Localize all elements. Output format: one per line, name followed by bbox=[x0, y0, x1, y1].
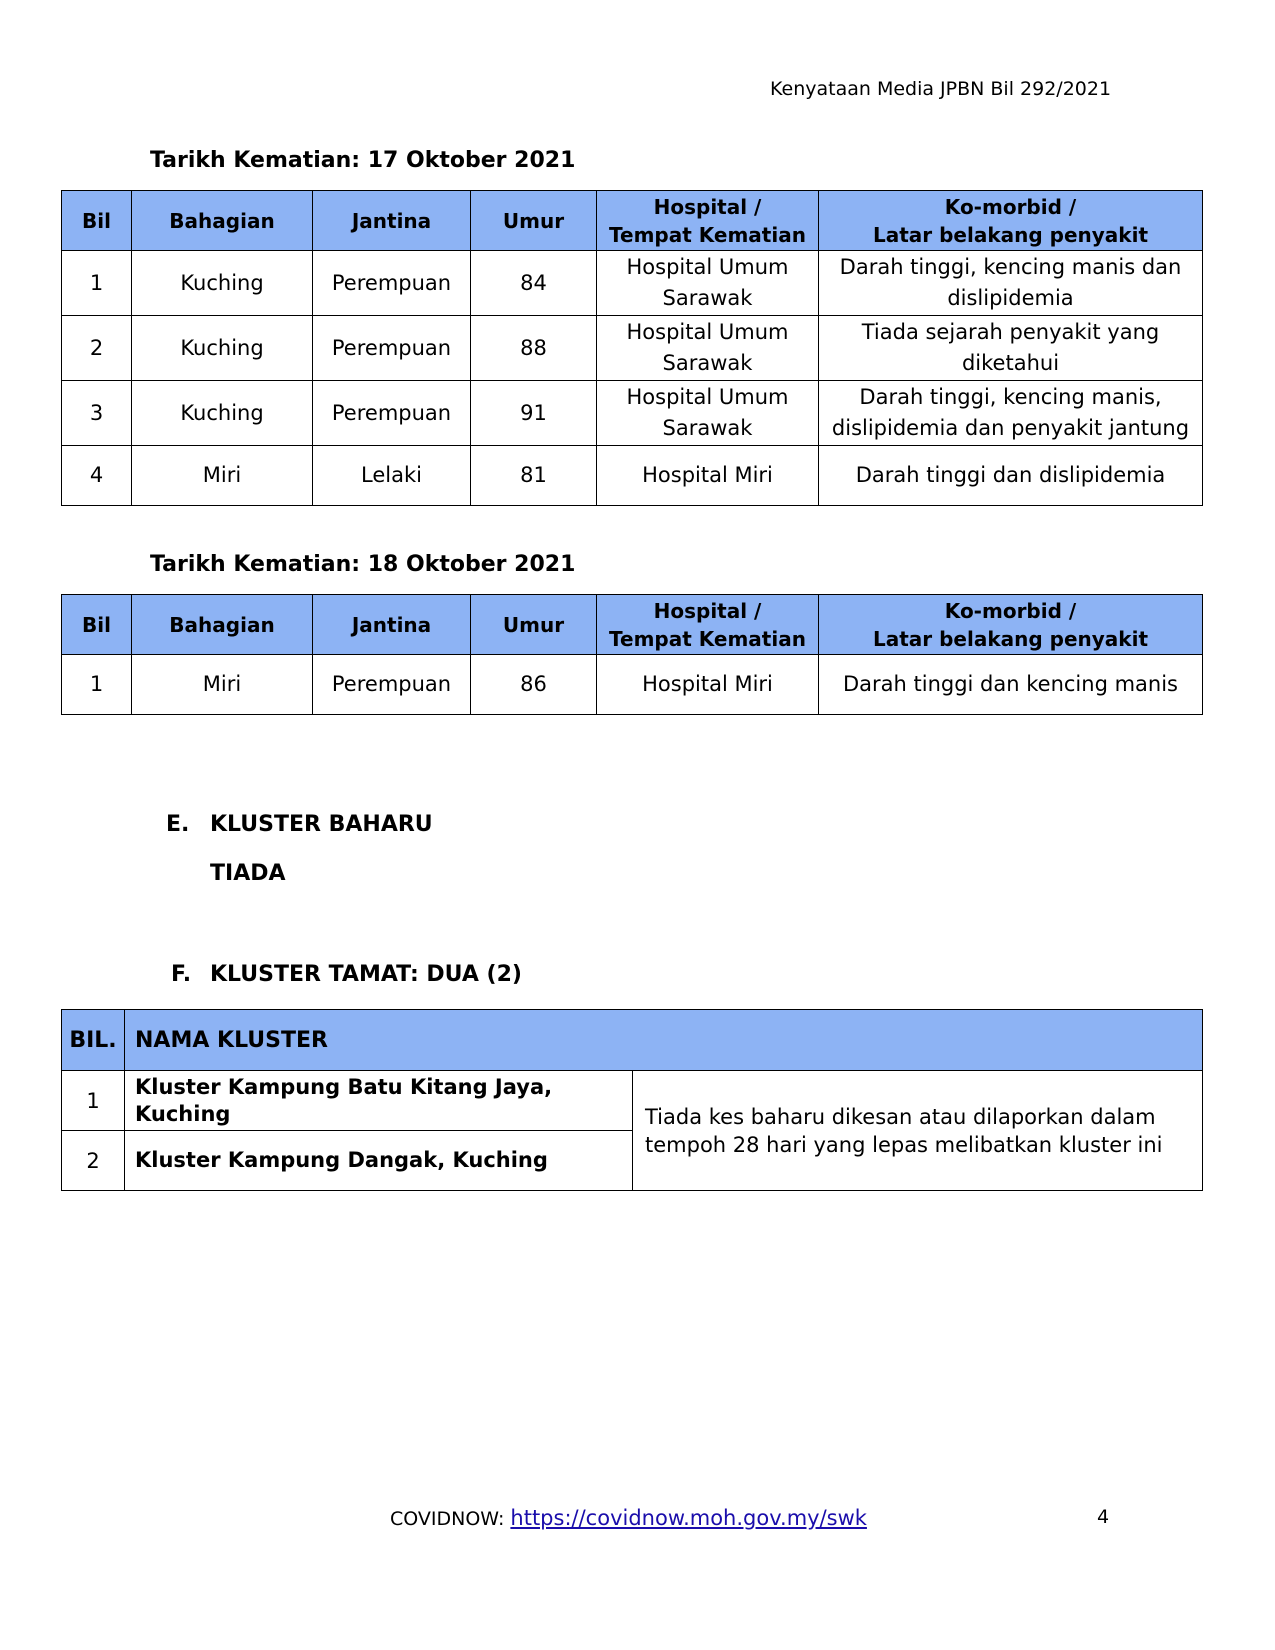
cell-bahagian: Miri bbox=[132, 655, 313, 715]
column-header-jantina: Jantina bbox=[313, 191, 471, 251]
cell-komorbid: Darah tinggi, kencing manis, dislipidemia dan penyakit jantung bbox=[819, 381, 1203, 446]
cell-bahagian: Kuching bbox=[132, 251, 313, 316]
page-number: 4 bbox=[1097, 1506, 1110, 1528]
cell-umur: 91 bbox=[471, 381, 597, 446]
cell-jantina: Perempuan bbox=[313, 316, 471, 381]
ended-clusters-table bbox=[61, 1009, 1203, 1191]
table-row bbox=[62, 1071, 1203, 1131]
cell-hospital: Hospital Umum Sarawak bbox=[597, 251, 819, 316]
column-header-jantina: Jantina bbox=[313, 595, 471, 655]
cell-umur: 86 bbox=[471, 655, 597, 715]
cell-umur: 81 bbox=[471, 446, 597, 506]
covidnow-link[interactable]: https://covidnow.moh.gov.my/swk bbox=[510, 1506, 867, 1530]
column-header-komorbid: Ko-morbid / Latar belakang penyakit bbox=[819, 191, 1203, 251]
cluster-name: Kluster Kampung Batu Kitang Jaya, Kuching bbox=[125, 1071, 633, 1131]
cell-jantina: Perempuan bbox=[313, 251, 471, 316]
column-header-hospital: Hospital / Tempat Kematian bbox=[597, 191, 819, 251]
cell-komorbid: Darah tinggi dan kencing manis bbox=[819, 655, 1203, 715]
cluster-name: Kluster Kampung Dangak, Kuching bbox=[125, 1131, 633, 1191]
cell-hospital: Hospital Miri bbox=[597, 655, 819, 715]
section-f-letter: F. bbox=[171, 962, 192, 987]
cell-bahagian: Miri bbox=[132, 446, 313, 506]
deaths-table-18-oct bbox=[61, 594, 1203, 715]
cell-hospital: Hospital Umum Sarawak bbox=[597, 381, 819, 446]
section-e-letter: E. bbox=[166, 812, 190, 837]
column-header-bil: Bil bbox=[62, 191, 132, 251]
cell-bil: 1 bbox=[62, 251, 132, 316]
table-row bbox=[62, 655, 1203, 715]
cell-bil: 3 bbox=[62, 381, 132, 446]
section-e-value: TIADA bbox=[210, 861, 286, 886]
cluster-bil: 2 bbox=[62, 1131, 125, 1191]
column-header-hospital: Hospital / Tempat Kematian bbox=[597, 595, 819, 655]
document-reference: Kenyataan Media JPBN Bil 292/2021 bbox=[770, 78, 1112, 100]
deaths-header-row bbox=[62, 595, 1203, 655]
column-header-umur: Umur bbox=[471, 595, 597, 655]
section-f-title: KLUSTER TAMAT: DUA (2) bbox=[210, 962, 522, 987]
cluster-bil: 1 bbox=[62, 1071, 125, 1131]
table-row bbox=[62, 446, 1203, 506]
cell-hospital: Hospital Umum Sarawak bbox=[597, 316, 819, 381]
cell-bil: 1 bbox=[62, 655, 132, 715]
cell-komorbid: Darah tinggi, kencing manis dan dislipidemia bbox=[819, 251, 1203, 316]
cell-komorbid: Tiada sejarah penyakit yang diketahui bbox=[819, 316, 1203, 381]
clusters-header-row bbox=[62, 1010, 1203, 1071]
column-header-umur: Umur bbox=[471, 191, 597, 251]
column-header-bahagian: Bahagian bbox=[132, 595, 313, 655]
cell-jantina: Perempuan bbox=[313, 655, 471, 715]
column-header-bil: BIL. bbox=[62, 1010, 125, 1071]
cell-umur: 84 bbox=[471, 251, 597, 316]
table-row bbox=[62, 251, 1203, 316]
cluster-status-note: Tiada kes baharu dikesan atau dilaporkan dalam tempoh 28 hari yang lepas melibatkan kluster ini bbox=[633, 1071, 1203, 1191]
cell-komorbid: Darah tinggi dan dislipidemia bbox=[819, 446, 1203, 506]
deaths-header-row bbox=[62, 191, 1203, 251]
cell-hospital: Hospital Miri bbox=[597, 446, 819, 506]
death-date-title-2: Tarikh Kematian: 18 Oktober 2021 bbox=[150, 552, 576, 577]
section-e-title: KLUSTER BAHARU bbox=[210, 812, 433, 837]
cell-umur: 88 bbox=[471, 316, 597, 381]
column-header-bil: Bil bbox=[62, 595, 132, 655]
cell-bahagian: Kuching bbox=[132, 381, 313, 446]
column-header-nama-kluster: NAMA KLUSTER bbox=[125, 1010, 1203, 1071]
table-row bbox=[62, 316, 1203, 381]
column-header-komorbid: Ko-morbid / Latar belakang penyakit bbox=[819, 595, 1203, 655]
cell-bil: 4 bbox=[62, 446, 132, 506]
column-header-bahagian: Bahagian bbox=[132, 191, 313, 251]
cell-bil: 2 bbox=[62, 316, 132, 381]
cell-jantina: Perempuan bbox=[313, 381, 471, 446]
cell-jantina: Lelaki bbox=[313, 446, 471, 506]
deaths-table-17-oct bbox=[61, 190, 1203, 506]
footer bbox=[390, 1506, 867, 1530]
table-row bbox=[62, 381, 1203, 446]
cell-bahagian: Kuching bbox=[132, 316, 313, 381]
footer-label: COVIDNOW: bbox=[390, 1508, 511, 1530]
death-date-title-1: Tarikh Kematian: 17 Oktober 2021 bbox=[150, 148, 576, 173]
